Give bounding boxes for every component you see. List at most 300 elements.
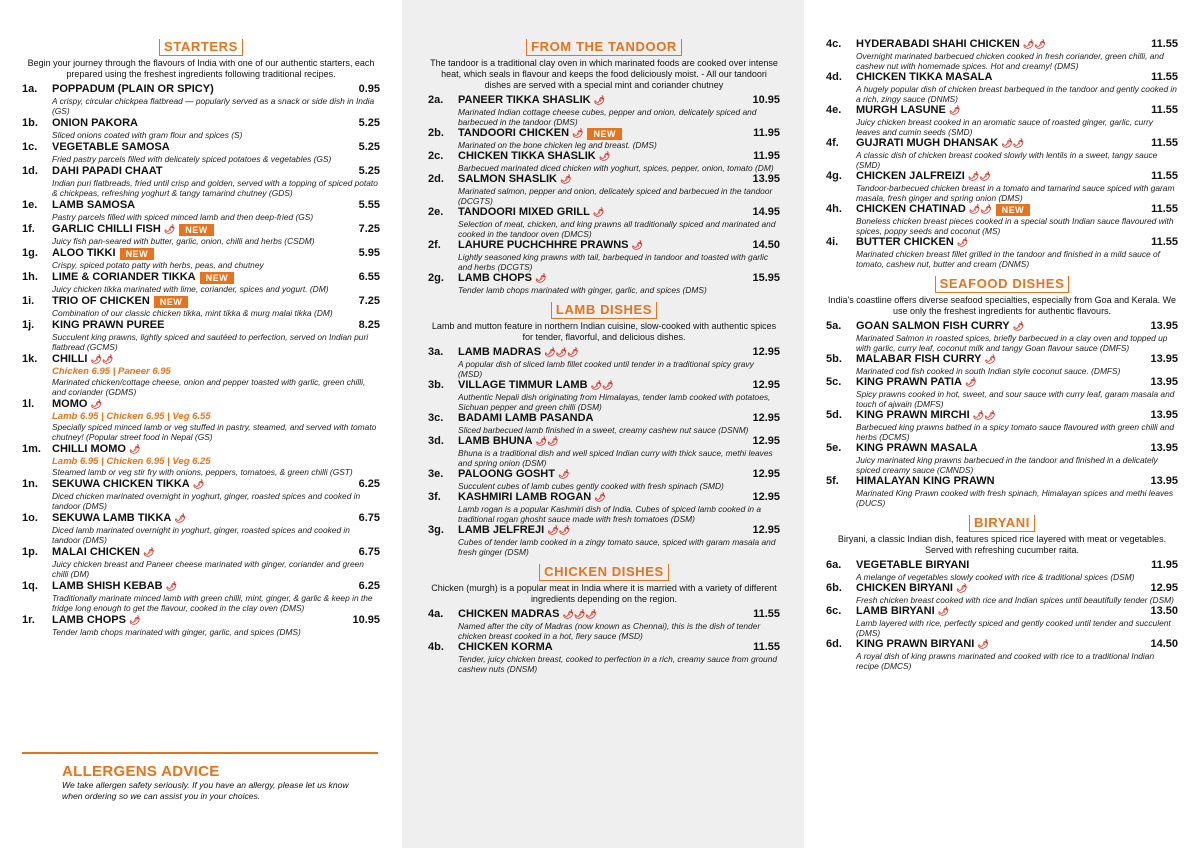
menu-item-name: MALAI CHICKEN bbox=[52, 546, 140, 558]
menu-item-description: A hugely popular dish of chicken breast barbequed in the tandoor and gently cooked in a rich, zingy sauce (DNMS) bbox=[856, 84, 1177, 104]
seafood-header bbox=[826, 275, 1178, 293]
menu-item[interactable] bbox=[428, 435, 780, 468]
menu-item-price: 6.25 bbox=[358, 580, 380, 592]
menu-item-row bbox=[826, 236, 1178, 249]
menu-item-description: A classic dish of chicken breast cooked slowly with lentils in a sweet, tangy sauce (SMD) bbox=[856, 150, 1158, 170]
menu-item-name: DAHI PAPADI CHAAT bbox=[52, 165, 163, 177]
menu-item-price: 11.95 bbox=[1151, 559, 1178, 571]
menu-item-row bbox=[22, 295, 380, 308]
menu-item-code: 1k. bbox=[22, 353, 38, 365]
menu-item[interactable] bbox=[22, 247, 380, 270]
menu-item-name: VILLAGE TIMMUR LAMB bbox=[458, 379, 588, 391]
menu-item-name: MURGH LASUNE bbox=[856, 104, 946, 116]
menu-item-price: 7.25 bbox=[358, 295, 380, 307]
menu-item-row bbox=[428, 239, 780, 252]
menu-item[interactable] bbox=[22, 165, 380, 198]
menu-item-price: 10.95 bbox=[352, 614, 380, 626]
menu-item-description: Marinated King Prawn cooked with fresh spinach, Himalayan spices and methi leaves (DUCS) bbox=[856, 488, 1174, 508]
menu-item-code: 4a. bbox=[428, 608, 444, 620]
menu-item-code: 2g. bbox=[428, 272, 444, 284]
menu-item-description: Crispy, spiced potato patty with herbs, peas, and chutney bbox=[52, 260, 264, 270]
menu-item-price: 7.25 bbox=[358, 223, 380, 235]
menu-item-code: 1h. bbox=[22, 271, 38, 283]
menu-item-name: LAHURE PUCHCHHRE PRAWNS bbox=[458, 239, 629, 251]
menu-item-price: 5.25 bbox=[358, 117, 380, 129]
menu-item-code: 1r. bbox=[22, 614, 35, 626]
menu-item-description: Sliced barbecued lamb finished in a sweet, creamy cashew nut sauce (DSNM) bbox=[458, 425, 749, 435]
menu-item[interactable] bbox=[428, 272, 780, 295]
new-badge: NEW bbox=[200, 272, 235, 284]
chilli-icon: 🌶🌶🌶 bbox=[562, 609, 597, 619]
menu-item-name: HYDERABADI SHAHI CHICKEN bbox=[856, 38, 1020, 50]
menu-item-price: 14.50 bbox=[752, 239, 780, 251]
chilli-icon: 🌶🌶 bbox=[967, 171, 991, 181]
menu-item-row bbox=[22, 319, 380, 332]
menu-item-price: 14.50 bbox=[1150, 638, 1178, 650]
menu-item[interactable] bbox=[826, 559, 1178, 582]
menu-item-description: Tender lamb chops marinated with ginger, garlic, and spices (DMS) bbox=[52, 627, 301, 637]
starters-header bbox=[22, 38, 380, 56]
menu-item-row bbox=[428, 524, 780, 537]
menu-item[interactable] bbox=[428, 239, 780, 272]
menu-item-name: LAMB JELFREJI bbox=[458, 524, 545, 536]
menu-item-name: CHICKEN TIKKA SHASLIK bbox=[458, 150, 596, 162]
menu-item[interactable] bbox=[428, 346, 780, 379]
chilli-icon: 🌶 bbox=[163, 224, 176, 234]
menu-item-price: 12.95 bbox=[752, 346, 780, 358]
menu-item-row bbox=[22, 247, 380, 260]
lamb-list bbox=[428, 346, 780, 557]
menu-item-code: 1a. bbox=[22, 83, 38, 95]
menu-item-price: 13.95 bbox=[1150, 353, 1178, 365]
menu-item-price: 12.95 bbox=[752, 524, 780, 536]
menu-item[interactable] bbox=[22, 443, 380, 477]
menu-item-name: BADAMI LAMB PASANDA bbox=[458, 412, 594, 424]
menu-item-row bbox=[22, 512, 380, 525]
menu-item-price: 11.55 bbox=[1151, 236, 1178, 248]
menu-item[interactable] bbox=[428, 173, 780, 206]
menu-item-description: Marinated chicken breast fillet grilled in the tandoor and finished in a mild sauce of tomato, cashew nut, butter and cream (DNMS) bbox=[856, 249, 1160, 269]
menu-item[interactable] bbox=[826, 605, 1178, 638]
menu-item-code: 5c. bbox=[826, 376, 842, 388]
menu-item[interactable] bbox=[826, 104, 1178, 137]
menu-item[interactable] bbox=[826, 353, 1178, 376]
menu-item-description: Indian puri flatbreads, fried until crisp and golden, served with a topping of spiced potato & chickpeas, refreshing yoghurt & tangy tamarind chutney (GDS) bbox=[52, 178, 378, 198]
menu-item-code: 4e. bbox=[826, 104, 842, 116]
menu-item-description: Traditionally marinate minced lamb with green chilli, mint, ginger, & garlic & keep in the fridge long enough to get the flavour, cooked in the clay oven (DMS) bbox=[52, 593, 373, 613]
menu-item-description: A crispy, circular chickpea flatbread — popularly served as a snack or side dish in India (GS) bbox=[52, 96, 375, 116]
menu-item-variants: Chicken 6.95 | Paneer 6.95 bbox=[52, 366, 171, 377]
section-title: STARTERS bbox=[159, 39, 243, 56]
section-intro: Begin your journey through the flavours of India with one of our authentic starters, each prepared using the freshest ingredients following traditional recipes. bbox=[27, 58, 375, 79]
menu-item[interactable] bbox=[428, 206, 780, 239]
section-title: FROM THE TANDOOR bbox=[526, 39, 682, 56]
chilli-icon: 🌶 bbox=[1012, 321, 1025, 331]
new-badge: NEW bbox=[120, 248, 155, 260]
menu-item[interactable] bbox=[428, 641, 780, 674]
menu-item-price: 13.95 bbox=[1150, 409, 1178, 421]
chilli-icon: 🌶 bbox=[598, 151, 611, 161]
menu-item-name: LIME & CORIANDER TIKKA bbox=[52, 271, 196, 283]
menu-item-description: Boneless chicken breast pieces cooked in a special south Indian sauce flavoured with spices, poppy seeds and coconut (MS) bbox=[856, 216, 1174, 236]
menu-item-name: CHICKEN MADRAS bbox=[458, 608, 560, 620]
menu-item-row bbox=[22, 83, 380, 96]
menu-item-description: Marinated Indian cottage cheese cubes, pepper and onion, delicately spiced and barbecued in the tandoor (DMS) bbox=[458, 107, 757, 127]
menu-item-price: 12.95 bbox=[752, 491, 780, 503]
chilli-icon: 🌶🌶 bbox=[547, 525, 571, 535]
menu-item-code: 4f. bbox=[826, 137, 839, 149]
menu-item[interactable] bbox=[428, 524, 780, 557]
menu-item-price: 5.55 bbox=[358, 199, 380, 211]
menu-item-description: Spicy prawns cooked in hot, sweet, and sour sauce with curry leaf, garam masala and touch of ajwain (DMFS) bbox=[856, 389, 1175, 409]
menu-item-code: 5e. bbox=[826, 442, 842, 454]
menu-item[interactable] bbox=[826, 38, 1178, 71]
menu-item-row bbox=[826, 353, 1178, 366]
menu-item-description: Pastry parcels filled with spiced minced lamb and then deep-fried (GS) bbox=[52, 212, 314, 222]
menu-item[interactable] bbox=[826, 409, 1178, 442]
menu-item-description: Authentic Nepali dish originating from Himalayas, tender lamb cooked with potatoes, Sichuan pepper and green chilli (DSM) bbox=[458, 392, 771, 412]
menu-item-row bbox=[826, 71, 1178, 84]
menu-item-code: 5a. bbox=[826, 320, 842, 332]
section-intro: India's coastline offers diverse seafood specialties, especially from Goa and Kerala. We use only the freshest ingredients for authentic flavours. bbox=[827, 295, 1177, 316]
menu-item-name: BUTTER CHICKEN bbox=[856, 236, 954, 248]
menu-item-code: 1i. bbox=[22, 295, 35, 307]
menu-item-code: 3g. bbox=[428, 524, 444, 536]
menu-item-row bbox=[826, 442, 1178, 455]
menu-item-code: 6d. bbox=[826, 638, 842, 650]
menu-item-row bbox=[826, 605, 1178, 618]
menu-item-row bbox=[826, 320, 1178, 333]
menu-item-code: 5f. bbox=[826, 475, 839, 487]
chilli-icon: 🌶 bbox=[955, 583, 968, 593]
tandoor-header bbox=[428, 38, 780, 56]
menu-item[interactable] bbox=[826, 582, 1178, 605]
menu-item-code: 1b. bbox=[22, 117, 38, 129]
menu-item-name: LAMB CHOPS bbox=[52, 614, 126, 626]
menu-item[interactable] bbox=[428, 94, 780, 127]
chilli-icon: 🌶 bbox=[560, 174, 572, 184]
menu-item-name: GUJRATI MUGH DHANSAK bbox=[856, 137, 999, 149]
menu-item-row bbox=[428, 94, 780, 107]
menu-item-name: CHILLI MOMO bbox=[52, 443, 126, 455]
menu-item-code: 3f. bbox=[428, 491, 441, 503]
menu-item[interactable] bbox=[826, 170, 1178, 203]
menu-item-code: 1d. bbox=[22, 165, 38, 177]
menu-item-row bbox=[826, 104, 1178, 117]
menu-item-price: 11.55 bbox=[1151, 137, 1178, 149]
menu-item-price: 5.25 bbox=[358, 141, 380, 153]
menu-item-row bbox=[428, 150, 780, 163]
chilli-icon: 🌶 bbox=[984, 354, 996, 364]
menu-item-row bbox=[826, 559, 1178, 572]
menu-item[interactable] bbox=[826, 376, 1178, 409]
menu-item[interactable] bbox=[428, 127, 780, 150]
chicken-header bbox=[428, 563, 780, 581]
menu-item-price: 11.55 bbox=[1151, 38, 1178, 50]
chilli-icon: 🌶 bbox=[534, 273, 547, 283]
menu-item-description: Sliced onions coated with gram flour and spices (S) bbox=[52, 130, 243, 140]
menu-item-name: KASHMIRI LAMB ROGAN bbox=[458, 491, 592, 503]
menu-item-description: Steamed lamb or veg stir fry with onions, peppers, tomatoes, & green chilli (GST) bbox=[52, 467, 353, 477]
menu-item-description: Lightly seasoned king prawns with tail, barbequed in tandoor and toasted with garlic and herbs (DCGTS) bbox=[458, 252, 769, 272]
new-badge: NEW bbox=[179, 224, 214, 236]
menu-item-row bbox=[428, 206, 780, 219]
menu-item-name: CHILLI bbox=[52, 353, 88, 365]
menu-item-name: TRIO OF CHICKEN bbox=[52, 295, 150, 307]
menu-item-row bbox=[22, 199, 380, 212]
menu-item-description: Combination of our classic chicken tikka, mint tikka & murg malai tikka (DM) bbox=[52, 308, 333, 318]
menu-item-price: 13.95 bbox=[1150, 442, 1178, 454]
menu-item-description: Specially spiced minced lamb or veg stuffed in pastry, steamed, and served with tomato chutney! (Popular street food in Nepal (GS) bbox=[52, 422, 377, 442]
menu-item[interactable] bbox=[22, 223, 380, 246]
chicken-list-part1 bbox=[428, 608, 780, 674]
menu-item-row bbox=[428, 608, 780, 621]
starters-list bbox=[22, 83, 380, 637]
menu-item-row bbox=[428, 173, 780, 186]
new-badge: NEW bbox=[587, 128, 622, 140]
menu-item-row bbox=[826, 137, 1178, 150]
menu-item-price: 12.95 bbox=[752, 379, 780, 391]
chilli-icon: 🌶 bbox=[631, 240, 643, 250]
menu-item-code: 1e. bbox=[22, 199, 38, 211]
menu-item-code: 4d. bbox=[826, 71, 842, 83]
menu-item[interactable] bbox=[22, 141, 380, 164]
menu-item[interactable] bbox=[22, 512, 380, 545]
menu-item-name: KING PRAWN MASALA bbox=[856, 442, 978, 454]
menu-item[interactable] bbox=[428, 468, 780, 491]
menu-item[interactable] bbox=[22, 319, 380, 352]
menu-item-row bbox=[428, 641, 780, 654]
section-intro: The tandoor is a traditional clay oven in which marinated foods are cooked over intense heat, which seals in flavour and keeps the food deliciously moist. - All our tandoori dishes are served with a special mint and coriander chutney bbox=[430, 58, 778, 90]
menu-item-row bbox=[22, 353, 380, 366]
chilli-icon: 🌶🌶 bbox=[590, 380, 614, 390]
menu-item-code: 3a. bbox=[428, 346, 444, 358]
menu-item-description: Marinated chicken/cottage cheese, onion and pepper toasted with garlic, green chilli, and coriander (GDMS) bbox=[52, 377, 366, 397]
menu-item-description: Selection of meat, chicken, and king prawns all traditionally spiced and marinated and cooked in the tandoor oven (DMCS) bbox=[458, 219, 776, 239]
menu-item-price: 12.95 bbox=[752, 468, 780, 480]
menu-item[interactable] bbox=[22, 478, 380, 511]
menu-item-row bbox=[428, 379, 780, 392]
menu-item[interactable] bbox=[22, 271, 380, 294]
menu-item-code: 2d. bbox=[428, 173, 444, 185]
menu-item-name: GARLIC CHILLI FISH bbox=[52, 223, 161, 235]
menu-item[interactable] bbox=[826, 475, 1178, 508]
chilli-icon: 🌶 bbox=[572, 128, 584, 138]
allergens-text: We take allergen safety seriously. If you have an allergy, please let us know when ordering so we can assist you in your choices. bbox=[62, 780, 349, 801]
menu-item-description: Barbecued marinated diced chicken with yoghurt, spices, pepper, onion, tomato (DM) bbox=[458, 163, 774, 173]
menu-item-price: 11.55 bbox=[1151, 104, 1178, 116]
menu-item-name: TANDOORI MIXED GRILL bbox=[458, 206, 590, 218]
menu-item[interactable] bbox=[826, 638, 1178, 671]
chilli-icon: 🌶🌶 bbox=[90, 354, 114, 364]
menu-item-row bbox=[428, 435, 780, 448]
menu-item-description: Bhuna is a traditional dish and well spiced Indian curry with thick sauce, methi leaves and spring onion (DSM) bbox=[458, 448, 773, 468]
chilli-icon: 🌶🌶 bbox=[1022, 39, 1046, 49]
menu-item-name: KING PRAWN MIRCHI bbox=[856, 409, 970, 421]
menu-item-row bbox=[22, 546, 380, 559]
chilli-icon: 🌶 bbox=[956, 237, 969, 247]
menu-item[interactable] bbox=[22, 614, 380, 637]
menu-item-row bbox=[428, 346, 780, 359]
menu-item[interactable] bbox=[22, 199, 380, 222]
menu-item-name: LAMB CHOPS bbox=[458, 272, 532, 284]
menu-item-description: Fresh chicken breast cooked with rice and Indian spices until beautifully tender (DSM) bbox=[856, 595, 1174, 605]
menu-item-price: 6.25 bbox=[358, 478, 380, 490]
menu-item-row bbox=[22, 398, 380, 411]
menu-item[interactable] bbox=[22, 295, 380, 318]
biryani-header bbox=[826, 514, 1178, 532]
menu-item-name: GOAN SALMON FISH CURRY bbox=[856, 320, 1010, 332]
menu-item-name: POPPADUM (PLAIN OR SPICY) bbox=[52, 83, 214, 95]
menu-item-row bbox=[428, 412, 780, 425]
menu-item[interactable] bbox=[22, 546, 380, 579]
chilli-icon: 🌶 bbox=[90, 399, 102, 409]
menu-item-code: 3d. bbox=[428, 435, 444, 447]
menu-item-name: CHICKEN JALFREIZI bbox=[856, 170, 965, 182]
menu-item[interactable] bbox=[826, 320, 1178, 353]
menu-item-price: 6.55 bbox=[358, 271, 380, 283]
menu-item-price: 13.95 bbox=[1150, 475, 1178, 487]
menu-item-description: A melange of vegetables slowly cooked with rice & traditional spices (DSM) bbox=[856, 572, 1135, 582]
menu-item-code: 4b. bbox=[428, 641, 444, 653]
menu-item-code: 4i. bbox=[826, 236, 839, 248]
menu-item-code: 6a. bbox=[826, 559, 842, 571]
menu-item-row bbox=[428, 491, 780, 504]
menu-item[interactable] bbox=[22, 353, 380, 397]
menu-item-description: Juicy chicken breast cooked in an aromatic sauce of roasted ginger, garlic, curry leaves and cumin seeds (SMD) bbox=[856, 117, 1153, 137]
menu-item-price: 5.25 bbox=[358, 165, 380, 177]
menu-item-description: Tender, juicy chicken breast, cooked to perfection in a rich, creamy sauce from ground cashew nuts (DNSM) bbox=[458, 654, 778, 674]
menu-item[interactable] bbox=[22, 398, 380, 442]
menu-item-code: 6b. bbox=[826, 582, 842, 594]
menu-item[interactable] bbox=[826, 236, 1178, 269]
menu-item-row bbox=[22, 580, 380, 593]
menu-item-code: 3e. bbox=[428, 468, 444, 480]
menu-item-description: A popular dish of sliced lamb fillet cooked until tender in a traditional spicy gravy (MSD) bbox=[458, 359, 754, 379]
menu-item-code: 1n. bbox=[22, 478, 38, 490]
menu-item-row bbox=[826, 203, 1178, 216]
menu-item-name: LAMB MADRAS bbox=[458, 346, 542, 358]
menu-item-row bbox=[826, 170, 1178, 183]
chilli-icon: 🌶🌶 bbox=[1001, 138, 1025, 148]
section-intro: Lamb and mutton feature in northern Indian cuisine, slow-cooked with authentic spices for tender, flavorful, and delicious dishes. bbox=[431, 321, 777, 342]
menu-item-row bbox=[22, 117, 380, 130]
menu-item-description: Marinated cod fish cooked in south Indian style coconut sauce. (DMFS) bbox=[856, 366, 1121, 376]
menu-item[interactable] bbox=[826, 442, 1178, 475]
menu-item-price: 6.75 bbox=[358, 546, 380, 558]
menu-item-description: Succulent king prawns, lightly spiced and sautéed to perfection, served on Indian puri flatbread (GCMS) bbox=[52, 332, 369, 352]
menu-item-code: 2c. bbox=[428, 150, 444, 162]
menu-item-name: ALOO TIKKI bbox=[52, 247, 116, 259]
menu-item-code: 4g. bbox=[826, 170, 842, 182]
menu-item-code: 2b. bbox=[428, 127, 444, 139]
menu-item-description: Juicy fish pan-seared with butter, garlic, onion, chilli and herbs (CSDM) bbox=[52, 236, 315, 246]
menu-item[interactable] bbox=[22, 580, 380, 613]
menu-item-name: LAMB SAMOSA bbox=[52, 199, 136, 211]
menu-item-name: LAMB SHISH KEBAB bbox=[52, 580, 163, 592]
menu-item-price: 11.55 bbox=[1151, 203, 1178, 215]
chilli-icon: 🌶🌶 bbox=[535, 436, 559, 446]
menu-item-name: KING PRAWN PATIA bbox=[856, 376, 962, 388]
chilli-icon: 🌶 bbox=[977, 639, 989, 649]
menu-item-row bbox=[826, 38, 1178, 51]
menu-item-price: 13.95 bbox=[752, 173, 780, 185]
lamb-header bbox=[428, 301, 780, 319]
menu-item-price: 12.95 bbox=[1150, 582, 1178, 594]
chilli-icon: 🌶 bbox=[143, 547, 155, 557]
menu-item-name: KING PRAWN BIRYANI bbox=[856, 638, 975, 650]
menu-item-name: VEGETABLE SAMOSA bbox=[52, 141, 170, 153]
new-badge: NEW bbox=[996, 204, 1031, 216]
allergens-title: ALLERGENS ADVICE bbox=[62, 763, 220, 780]
menu-item-row bbox=[428, 272, 780, 285]
chilli-icon: 🌶 bbox=[593, 95, 606, 105]
menu-item-row bbox=[22, 271, 380, 284]
section-intro: Chicken (murgh) is a popular meat in India where it is married with a variety of different ingredients depending on the region. bbox=[431, 583, 777, 604]
menu-item[interactable] bbox=[428, 379, 780, 412]
menu-item-price: 11.95 bbox=[753, 127, 780, 139]
chilli-icon: 🌶 bbox=[128, 444, 141, 454]
menu-item-description: Overnight marinated barbecued chicken cooked in fresh coriander, green chilli, and cashew nut with homemade spices. Hot and creamy! (DMS) bbox=[856, 51, 1164, 71]
menu-item-code: 4h. bbox=[826, 203, 842, 215]
menu-item-code: 1o. bbox=[22, 512, 38, 524]
menu-item-code: 1m. bbox=[22, 443, 41, 455]
chilli-icon: 🌶 bbox=[128, 615, 141, 625]
chilli-icon: 🌶 bbox=[937, 606, 950, 616]
menu-item-row bbox=[22, 478, 380, 491]
menu-item[interactable] bbox=[22, 83, 380, 116]
section-title: BIRYANI bbox=[969, 515, 1035, 532]
menu-item[interactable] bbox=[428, 412, 780, 435]
section-title: SEAFOOD DISHES bbox=[935, 276, 1070, 293]
menu-item-code: 2f. bbox=[428, 239, 441, 251]
chicken-list-part2 bbox=[826, 38, 1178, 269]
menu-item[interactable] bbox=[428, 491, 780, 524]
menu-item-price: 12.95 bbox=[752, 435, 780, 447]
menu-item-row bbox=[428, 127, 780, 140]
menu-item[interactable] bbox=[826, 71, 1178, 104]
menu-item-description: Succulent cubes of lamb cubes gently cooked with fresh spinach (SMD) bbox=[458, 481, 724, 491]
section-title: LAMB DISHES bbox=[551, 302, 657, 319]
menu-item-row bbox=[22, 223, 380, 236]
tandoor-list bbox=[428, 94, 780, 295]
menu-item-code: 3c. bbox=[428, 412, 444, 424]
menu-item[interactable] bbox=[826, 203, 1178, 236]
menu-item[interactable] bbox=[22, 117, 380, 140]
menu-item-price: 8.25 bbox=[358, 319, 380, 331]
menu-item-row bbox=[826, 475, 1178, 488]
menu-item-row bbox=[826, 409, 1178, 422]
menu-item-price: 13.50 bbox=[1150, 605, 1178, 617]
menu-item-price: 13.95 bbox=[1150, 376, 1178, 388]
menu-item-description: Tender lamb chops marinated with ginger, garlic, and spices (DMS) bbox=[458, 285, 707, 295]
section-intro: Biryani, a classic Indian dish, features spiced rice layered with meat or vegetables. Served with refreshing cucumber raita. bbox=[837, 534, 1167, 555]
menu-item-description: Diced chicken marinated overnight in yoghurt, ginger, roasted spices and cooked in tandoor (DMS) bbox=[52, 491, 361, 511]
chilli-icon: 🌶🌶🌶 bbox=[544, 347, 579, 357]
menu-item-description: Juicy chicken breast and Paneer cheese marinated with ginger, coriander and green chilli (DM) bbox=[52, 559, 364, 579]
menu-item-name: LAMB BHUNA bbox=[458, 435, 533, 447]
menu-item-variants: Lamb 6.95 | Chicken 6.95 | Veg 6.55 bbox=[52, 411, 211, 422]
menu-item-name: MOMO bbox=[52, 398, 88, 410]
menu-item-name: CHICKEN KORMA bbox=[458, 641, 553, 653]
menu-item-description: Diced lamb marinated overnight in yoghurt, ginger, roasted spices and cooked in tandoor (DMS) bbox=[52, 525, 350, 545]
menu-item-price: 13.95 bbox=[1150, 320, 1178, 332]
menu-item[interactable] bbox=[826, 137, 1178, 170]
menu-item-code: 1q. bbox=[22, 580, 38, 592]
menu-item-code: 4c. bbox=[826, 38, 842, 50]
menu-item[interactable] bbox=[428, 608, 780, 641]
menu-item[interactable] bbox=[428, 150, 780, 173]
